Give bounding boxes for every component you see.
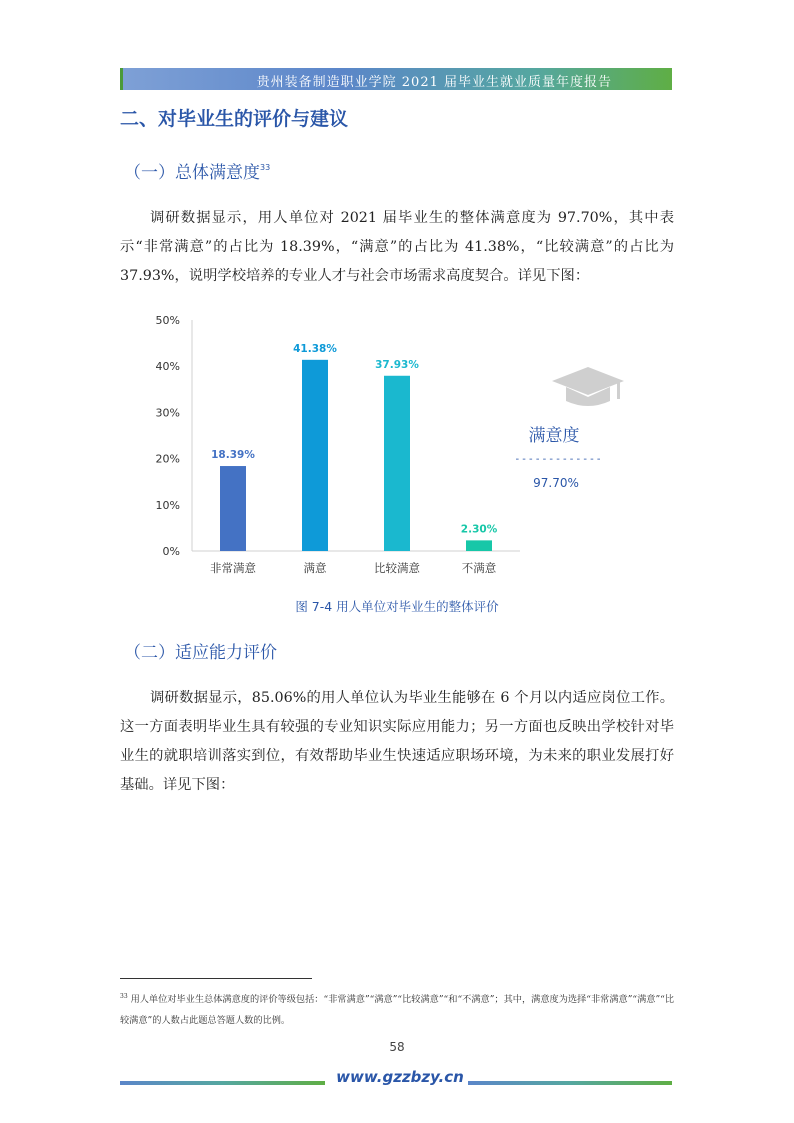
y-tick-label: 50%	[155, 314, 180, 327]
subsection-title-1-text: （一）总体满意度	[124, 163, 260, 183]
y-tick-label: 30%	[155, 406, 180, 420]
data-label: 18.39%	[211, 449, 255, 462]
bar	[466, 540, 492, 551]
footer-line-left	[120, 1081, 325, 1085]
x-tick-label: 比较满意	[374, 561, 420, 575]
summary-value: 97.70%	[533, 476, 579, 490]
satisfaction-bar-chart	[120, 305, 680, 590]
figure-caption: 图 7-4 用人单位对毕业生的整体评价	[295, 599, 499, 614]
paragraph-2: 调研数据显示，85.06%的用人单位认为毕业生能够在 6 个月以内适应岗位工作。这一方面表明毕业生具有较强的专业知识实际应用能力；另一方面也反映出学校针对毕业生的就职培训落实到位，有效帮助毕业生快速适应职场环境，为未来的职业发展打好基础。详见下图：	[120, 690, 674, 793]
data-label: 2.30%	[460, 523, 498, 536]
graduation-cap-icon	[552, 367, 624, 406]
summary-divider: - - - - - - - - - - - - -	[515, 454, 601, 465]
y-tick-label: 10%	[155, 498, 180, 512]
bar	[384, 376, 410, 551]
page-number: 58	[389, 1040, 405, 1054]
footer-website: www.gzzbzy.cn	[336, 1068, 464, 1086]
x-tick-label: 满意	[303, 561, 327, 575]
footnote	[120, 986, 676, 1031]
data-label: 37.93%	[375, 358, 419, 371]
data-label: 41.38%	[293, 342, 337, 355]
section-title: 二、对毕业生的评价与建议	[120, 108, 349, 130]
footnote-divider	[120, 978, 312, 979]
y-tick-label: 40%	[155, 360, 180, 374]
x-tick-label: 不满意	[461, 561, 497, 575]
summary-label: 满意度	[528, 426, 580, 446]
footnote-ref: 33	[260, 163, 271, 172]
footer-line-right	[468, 1081, 672, 1085]
footnote-number: 33	[120, 993, 128, 1000]
bar	[220, 466, 246, 551]
y-tick-label: 0%	[162, 545, 180, 558]
subsection-title-1	[124, 158, 270, 183]
y-tick-label: 20%	[155, 452, 180, 466]
header-banner	[120, 68, 672, 90]
bar	[302, 360, 328, 551]
footnote-text: 用人单位对毕业生总体满意度的评价等级包括：“非常满意”“满意”“比较满意”“和“不满意”；其中，满意度为选择“非常满意”“满意”“比较满意”的人数占此题总答题人数的比例。	[120, 994, 675, 1026]
x-tick-label: 非常满意	[210, 561, 256, 575]
subsection-title-2: （二）适应能力评价	[124, 643, 277, 663]
paragraph-1: 调研数据显示，用人单位对 2021 届毕业生的整体满意度为 97.70%，其中表示“非常满意”的占比为 18.39%，“满意”的占比为 41.38%，“比较满意”的占比为 37.93%，说明学校培养的专业人才与社会市场需求高度契合。详见下图：	[120, 210, 674, 284]
header-title: 贵州装备制造职业学院 2021 届毕业生就业质量年度报告	[256, 75, 612, 90]
